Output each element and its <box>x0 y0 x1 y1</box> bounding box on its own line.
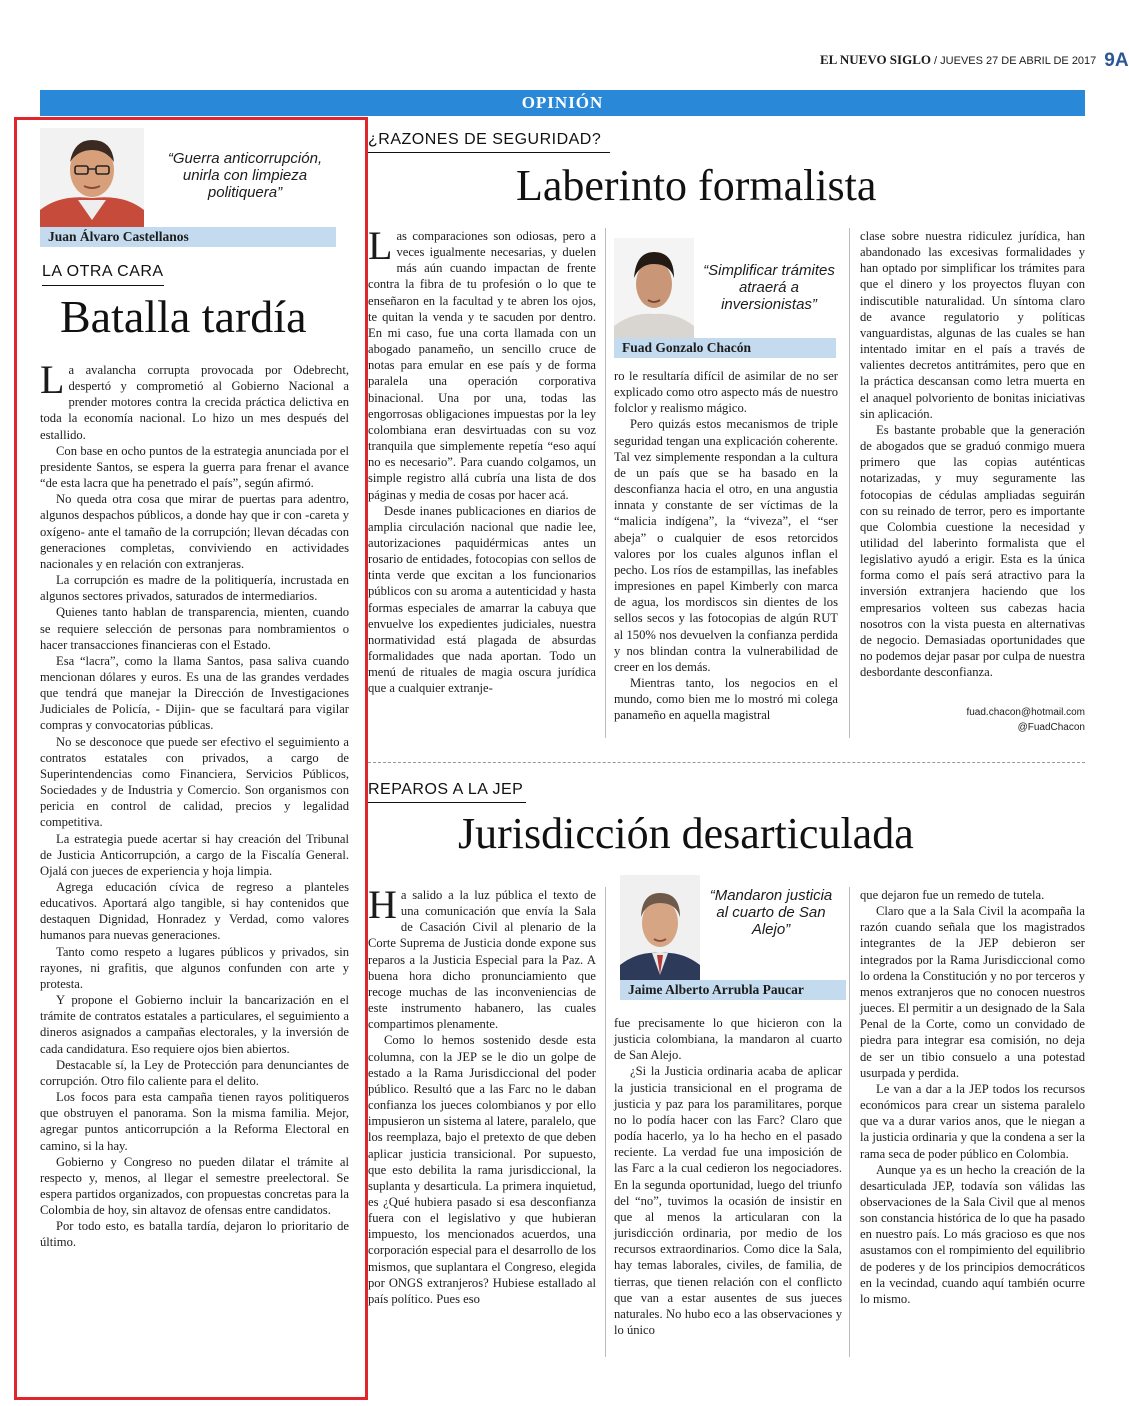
drop-cap: L <box>40 357 65 402</box>
author-handle: @FuadChacon <box>1017 722 1085 733</box>
author-name: Juan Álvaro Castellanos <box>40 227 336 247</box>
paragraph: Quienes tanto hablan de transparencia, mienten, cuando se requiere selección de personas para nombramientos o hacer transacciones financieras con el Estado. <box>40 605 349 652</box>
kicker-rule <box>42 285 164 286</box>
section-title: OPINIÓN <box>521 93 604 112</box>
headline: Batalla tardía <box>60 291 307 342</box>
paragraph: Pero quizás estos mecanismos de triple seguridad tengan una explicación coherente. Tal vez simplemente respondan a la cultura de un país que se ha basado en la desconfianza hacia el otro, en una angustia innata y constante de ser víctimas de la “malicia indígena”, la “viveza”, el “ser abeja” o cualquier de esos retorcidos valores por los cuales algunos inflan el pecho. Los ríos de estampillas, las inefables impresiones en papel Kimberly con marca de agua, los mordiscos sin dientes de los sellos secos y las fotocopias de algún RUT al 150% nos devuelven la confianza perdida y nos blindan contra la vulnerabilidad de creer en los demás. <box>614 417 838 674</box>
paragraph: Desde inanes publicaciones en diarios de amplia circulación nacional que nadie lee, autorizaciones paquidérmicas antes un rosario de entidades, fotocopias con sellos de tinta verde que excitan a los funcionarios públicos con su aroma a autenticidad y hasta formas especiales de amarrar la cabuya que envuelve los expedientes judiciales, nuestra normatividad está plagada de absurdas formalidades que nada aportan. Todo un menú de rituales de magia oscura jurídica que a cualquier extranje- <box>368 503 596 696</box>
paragraph: La estrategia puede acertar si hay creación del Tribunal de Justicia Anticorrupción, a cargo de la Fiscalía General. Ojalá con jueces de experiencia y hoja limpia. <box>40 831 349 878</box>
paragraph: Gobierno y Congreso no pueden dilatar el trámite al respecto y, menos, al llegar el semestre preelectoral. Se espera partidos organizados, con propuestas concretas para la Colombia de hoy, sin altavoz de ofensas entre candidatos. <box>40 1154 349 1218</box>
paragraph: fue precisamente lo que hicieron con la justicia colombiana, la mandaron al cuarto de San Alejo. <box>614 1016 842 1063</box>
headline: Laberinto formalista <box>516 161 877 210</box>
paragraph: Destacable sí, la Ley de Protección para denunciantes de corrupción. Otro filo caliente para el delito. <box>40 1057 349 1088</box>
pull-quote: “Mandaron justicia al cuarto de San Alejo” <box>709 887 833 938</box>
paragraph: Los focos para esta campaña tienen rayos politiqueros que obstruyen el panorama. Son la misma familia. Mejor, agregar puntos anticorrupción a la Reforma Electoral en camino, si la hay. <box>40 1090 349 1153</box>
paragraph: Las comparaciones son odiosas, pero a veces igualmente necesarias, y duelen más aún cuando impactan de frente contra la fibra de tu profesión o lo que te enseñaron en la facultad y te abren los ojos, te quitan la venda y te sacuden por dentro. En mi caso, fue una corta llamada con un abogado panameño, un sencillo cruce de notas para emular en ese país y de forma paralela una operación corporativa binacional. Una por una, todas las engorrosas obligaciones impuestas por la ley colombiana eran desvirtuadas con su voz tranquila que simplemente repetía “eso aquí no es necesario”. Para cuando colgamos, un simple registro allá cubría una lista de dos páginas y media de cosas por hacer acá. <box>368 223 596 502</box>
paragraph: Con base en ocho puntos de la estrategia anunciada por el presidente Santos, se espera la guerra para frenar el avance “de esta lacra que ha penetrado el país”, según afirmó. <box>40 443 349 491</box>
paragraph: Le van a dar a la JEP todos los recursos económicos para crear un sistema paralelo que va a durar varios anos, que le niegan a la justicia ordinaria y que la condena a ser la rama seca de poder público en Colombia. <box>860 1081 1085 1161</box>
article-body <box>40 357 349 1251</box>
paragraph: Tanto como respeto a lugares públicos y privados, sin rayones, ni grafitis, que algunos confunden con arte y protesta. <box>40 944 349 991</box>
paragraph: No se desconoce que puede ser efectivo el seguimiento a contratos estatales con privados, a cargo de Superintendencias como Financiera, Servicios Públicos, Sociedades y de Industria y Comercio. Son organismos con pericia en control de calidad, precios y legalidad competitiva. <box>40 734 349 830</box>
story-separator <box>368 762 1085 763</box>
kicker: REPAROS A LA JEP <box>368 781 524 798</box>
section-bar <box>40 90 1085 116</box>
paragraph: ¿Si la Justicia ordinaria acaba de aplicar la justicia transicional en el programa de justicia y paz para los paramilitares, porque no lo podía hacer con las Farc? Claro que podía hacerlo, ya lo ha hecho en el pasado reciente. La verdad fue una imposición de las Farc a la cual cedieron los negociadores. En la segunda oportunidad, luego del triunfo del “no”, tuvimos la ocasión de insistir en que al menos la articularan con la jurisdicción ordinaria, por medio de los recursos extraordinarios. Como dice la Sala, hay temas laborales, civiles, de familia, de tierras, que tienen relación con el conflicto que van a estar ausentes de sus jueces naturales. No hubo eco a las observaciones y lo único <box>614 1064 842 1337</box>
pull-quote: “Guerra anticorrupción, unirla con limpieza politiquera” <box>167 150 323 201</box>
author-name: Fuad Gonzalo Chacón <box>614 338 836 358</box>
author-email: fuad.chacon@hotmail.com <box>966 707 1085 718</box>
column-rule <box>849 887 850 1357</box>
drop-cap: H <box>368 882 397 927</box>
author-photo-castellanos <box>40 128 144 228</box>
article-body-col2 <box>614 368 838 723</box>
page-number: 9A <box>1104 50 1129 71</box>
newspaper-name: EL NUEVO SIGLO <box>820 52 931 67</box>
drop-cap: L <box>368 223 393 268</box>
headline: Jurisdicción desarticulada <box>458 809 914 858</box>
paragraph: ro le resultaría difícil de asimilar de no ser explicado como otro aspecto más de nuestro folclor y realismo mágico. <box>614 369 838 416</box>
article-body-col3 <box>860 887 1085 1307</box>
author-photo-chacon <box>614 238 694 338</box>
paragraph: Y propone el Gobierno incluir la bancarización en el trámite de contratos estatales a particulares, el seguimiento a dineros asignados a campañas electorales, y la inversión de cada candidatura. Eso requiere ojos bien abiertos. <box>40 993 349 1056</box>
author-photo-arrubla <box>620 875 700 981</box>
issue-date: / JUEVES 27 DE ABRIL DE 2017 <box>931 55 1097 67</box>
paragraph: La corrupción es madre de la politiquería, incrustada en algunos sectores privados, saturados de intermediarios. <box>40 573 349 604</box>
paragraph: Ha salido a la luz pública el texto de una comunicación que envía la Sala de Casación Civil al plenario de la Corte Suprema de Justicia donde expone sus reparos a la Justicia Especial para la Paz. A buena hora dicho pronunciamiento que recoge muchas de las inconveniencias de este instrumento habanero, las cuales compartimos plenamente. <box>368 882 596 1032</box>
article-body-col1 <box>368 882 597 1307</box>
kicker-rule <box>368 802 526 803</box>
paragraph: clase sobre nuestra ridiculez jurídica, han abandonado las excesivas formalidades y han optado por simplificar los trámites para que el dinero y los proyectos fluyan con indiscutible naturalidad. Un síntoma claro de avance regulatorio y políticas vanguardistas, algunas de las cuales se han intentado imitar en el país a través de valientes decretos antitrámites, pero que en la práctica descansan como letra muerta en el anaquel polvoriento de bonitas iniciativas sin aplicación. <box>860 229 1085 421</box>
column-rule <box>605 228 606 738</box>
article-body-col3 <box>860 228 1085 680</box>
kicker-rule <box>368 152 610 153</box>
paragraph: Agrega educación cívica de regreso a planteles educativos. Aportará algo tangible, si hay contenidos que destaquen Dignidad, Honradez y Verdad, como valores humanos para nuevas generaciones. <box>40 880 349 943</box>
paragraph: Esa “lacra”, como la llama Santos, pasa saliva cuando mencionan dólares y euros. Es una de las grandes verdades que tendrá que manejar la Dirección de Investigaciones Judiciales de Policía, - Dijin- que se facultará para vigilar compras y convocatorias públicas. <box>40 653 349 733</box>
paragraph: Mientras tanto, los negocios en el mundo, como bien me lo mostró mi colega panameño en aquella magistral <box>614 675 838 723</box>
paragraph: Aunque ya es un hecho la creación de la desarticulada JEP, todavía son válidas las observaciones de la Sala Civil que al menos son constancia histórica de lo que ha pasado en nuestro país. Lo más gracioso es que nos asustamos con el rompimiento del equilibrio de poderes y de los principios democráticos en la vecindad, cuando aquí también ocurre lo mismo. <box>860 1162 1085 1306</box>
paragraph: que dejaron fue un remedo de tutela. <box>860 888 1045 902</box>
paragraph: Por todo esto, es batalla tardía, dejaron lo prioritario de último. <box>40 1219 349 1250</box>
article-body-col2 <box>614 1015 842 1338</box>
paragraph: Es bastante probable que la generación de abogados que se graduó conmigo muera primero que las copias auténticas notarizadas, y muy seguramente las fotocopias de cédulas ampliadas seguirán con su reinado de terror, pero es importante que Colombia cuestione la necesidad y utilidad del laberinto formalista que el legislativo ayudó a erigir. Esta es la única forma como el país será atractivo para la inversión extranjera haciendo que los empresarios volteen sus cabezas hacia nosotros con la vista puesta en alternativas de negocio. Demasiadas oportunidades que no podemos dejar pasar por culpa de nuestra desbordante desconfianza. <box>860 422 1085 680</box>
kicker: LA OTRA CARA <box>42 263 164 280</box>
paragraph: No queda otra cosa que mirar de puertas para adentro, algunos despachos públicos, a donde hay que ir con -careta y oxígeno- ante el tamaño de la corrupción; llevan décadas con generaciones completas, conviviendo en actividades nacionales y en relación con extranjeras. <box>40 492 349 571</box>
author-name: Jaime Alberto Arrubla Paucar <box>620 980 846 1000</box>
kicker: ¿RAZONES DE SEGURIDAD? <box>368 131 602 148</box>
paragraph: Claro que a la Sala Civil la acompaña la razón cuando señala que los magistrados integrantes de la JEP debieron ser integrados por la Rama Jurisdiccional como lo ordena la Constitución y no por terceros y menos extranjeros que no conocen nuestros jueces. El permitir a un designado de la Sala Penal de la Corte, como un convidado de piedra para integrar esa comisión, no deja de ser un tibio consuelo a una potestad usurpada y perdida. <box>860 904 1085 1080</box>
paragraph: La avalancha corrupta provocada por Odebrecht, despertó y comprometió al Gobierno Nacional a prender motores contra la crecida práctica delictiva en toda la economía nacional. Lo hizo un mes después del estallido. <box>40 357 349 442</box>
article-body-col1 <box>368 223 596 697</box>
column-rule <box>605 887 606 1357</box>
paragraph: Como lo hemos sostenido desde esta columna, con la JEP se le dio un golpe de estado a la Rama Jurisdiccional del poder público. Resultó que a las Farc no le daban confianza los jueces colombianos y por ello impusieron un sistema al latere, paralelo, que los reemplaza, bajo el pretexto de que deben aplicar justicia transicional. Por supuesto, que esto debilita la rama jurisdiccional, la suplanta y desarticula. La primera inquietud, es ¿Qué hubiera pasado si esa desconfianza fuera con el legislativo y que hubieran impuesto, los mencionados acuerdos, una corporación especial para el desarrollo de los mismos, que suplantara el Congreso, elegida por ONGS extranjeros? Hubiese estallado al país político. Pues eso <box>368 1033 597 1306</box>
masthead <box>820 50 1129 74</box>
column-rule <box>849 228 850 738</box>
pull-quote: “Simplificar trámites atraerá a inversionistas” <box>703 262 835 313</box>
